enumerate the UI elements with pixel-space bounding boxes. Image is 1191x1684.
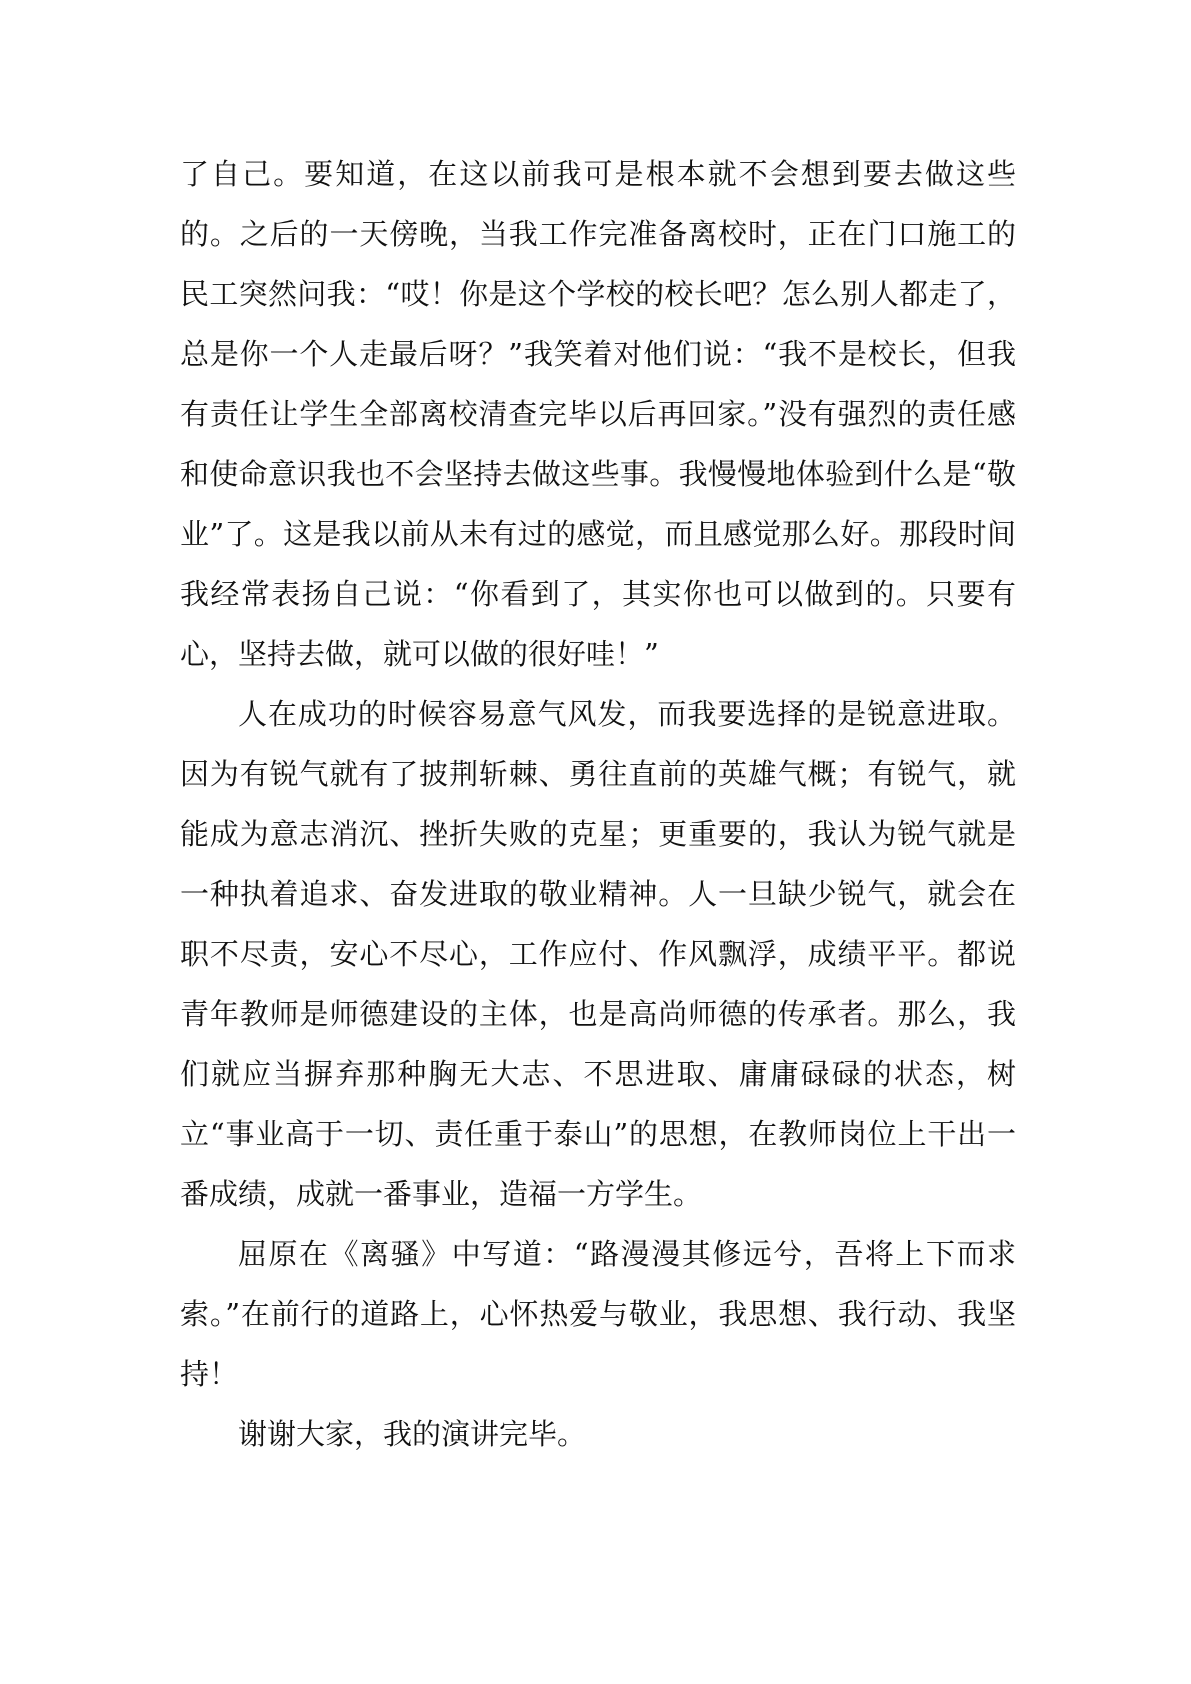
paragraph-4: 谢谢大家，我的演讲完毕。	[238, 1417, 587, 1451]
paragraph-3: 屈原在《离骚》中写道：“路漫漫其修远兮，吾将上下而求索。”在前行的道路上，心怀热爱与敬业，我思想、我行动、我坚持！	[180, 1237, 1016, 1391]
document-body	[180, 144, 1016, 1464]
paragraph-1: 了自己。要知道，在这以前我可是根本就不会想到要去做这些的。之后的一天傍晚，当我工作完准备离校时，正在门口施工的民工突然问我：“哎！你是这个学校的校长吧？怎么别人都走了，总是你一个人走最后呀？”我笑着对他们说：“我不是校长，但我有责任让学生全部离校清查完毕以后再回家。”没有强烈的责任感和使命意识我也不会坚持去做这些事。我慢慢地体验到什么是“敬业”了。这是我以前从未有过的感觉，而且感觉那么好。那段时间我经常表扬自己说：“你看到了，其实你也可以做到的。只要有心，坚持去做，就可以做的很好哇！”	[180, 157, 1016, 671]
paragraph-2: 人在成功的时候容易意气风发，而我要选择的是锐意进取。因为有锐气就有了披荆斩棘、勇往直前的英雄气概；有锐气，就能成为意志消沉、挫折失败的克星；更重要的，我认为锐气就是一种执着追求、奋发进取的敬业精神。人一旦缺少锐气，就会在职不尽责，安心不尽心，工作应付、作风飘浮，成绩平平。都说青年教师是师德建设的主体，也是高尚师德的传承者。那么，我们就应当摒弃那种胸无大志、不思进取、庸庸碌碌的状态，树立“事业高于一切、责任重于泰山”的思想，在教师岗位上干出一番成绩，成就一番事业，造福一方学生。	[180, 697, 1016, 1211]
